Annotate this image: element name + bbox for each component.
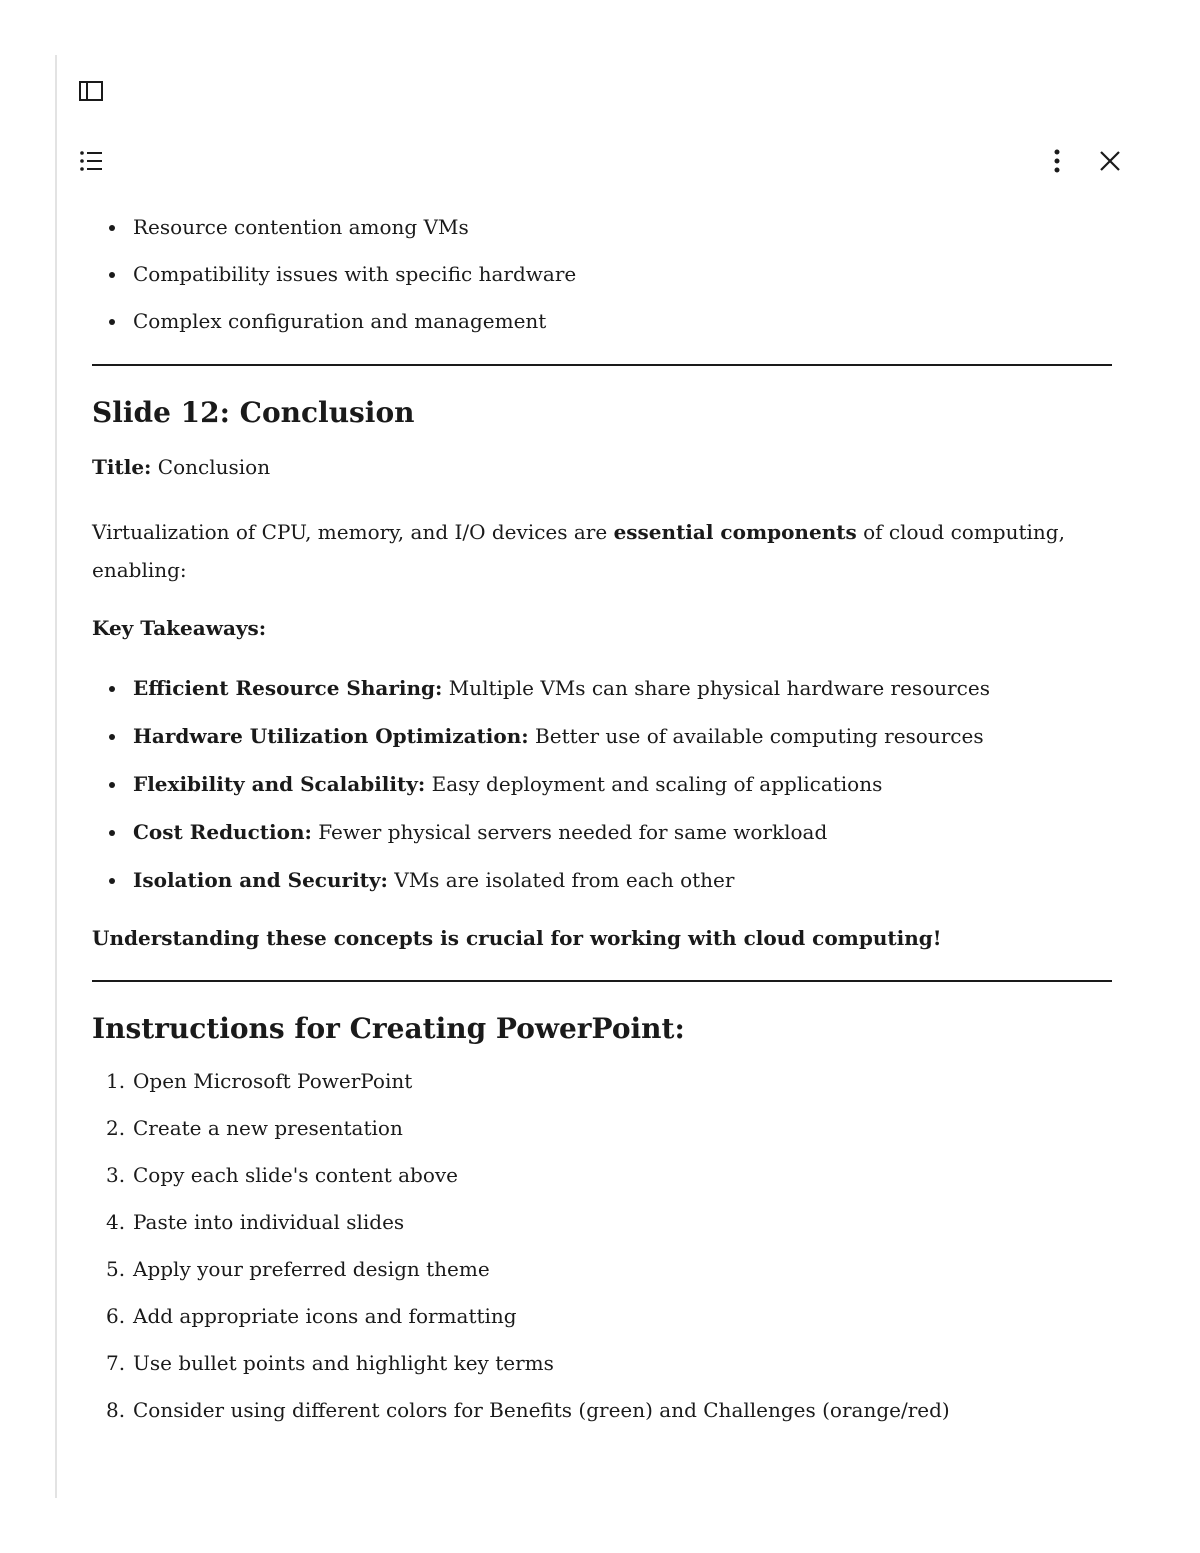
step-number: 2.	[106, 1116, 126, 1140]
list-item	[106, 1348, 1112, 1378]
table-of-contents-button[interactable]	[76, 147, 106, 175]
step-number: 6.	[106, 1304, 126, 1328]
list-item	[133, 673, 1112, 703]
step-text: Add appropriate icons and formatting	[133, 1304, 517, 1328]
list-item	[106, 1395, 1112, 1425]
step-text: Open Microsoft PowerPoint	[133, 1069, 413, 1093]
list-item	[133, 865, 1112, 895]
close-icon	[1098, 149, 1122, 173]
title-label: Title:	[92, 455, 152, 479]
paragraph-emphasis: essential components	[613, 520, 857, 544]
title-value: Conclusion	[151, 455, 271, 479]
takeaway-term: Efficient Resource Sharing:	[133, 676, 443, 700]
step-text: Paste into individual slides	[133, 1210, 405, 1234]
list-item: Resource contention among VMs	[133, 212, 1112, 242]
instructions-heading: Instructions for Creating PowerPoint:	[92, 1012, 685, 1045]
takeaway-desc: Fewer physical servers needed for same workload	[311, 820, 828, 844]
more-options-button[interactable]	[1043, 147, 1071, 175]
list-item	[106, 1207, 1112, 1237]
takeaway-term: Isolation and Security:	[133, 868, 388, 892]
takeaway-term: Flexibility and Scalability:	[133, 772, 426, 796]
close-button[interactable]	[1095, 147, 1125, 175]
takeaway-desc: Easy deployment and scaling of applications	[425, 772, 883, 796]
slide-title-line	[92, 452, 1112, 482]
step-text: Apply your preferred design theme	[133, 1257, 490, 1281]
paragraph-text: of cloud computing, enabling:	[92, 520, 1065, 582]
document-content	[92, 200, 1112, 1425]
list-item	[106, 1066, 1112, 1096]
step-number: 1.	[106, 1069, 126, 1093]
step-text: Consider using different colors for Benefits (green) and Challenges (orange/red)	[133, 1398, 950, 1422]
key-takeaways-label: Key Takeaways:	[92, 616, 267, 640]
step-number: 5.	[106, 1257, 126, 1281]
list-item	[106, 1254, 1112, 1284]
list-item	[106, 1113, 1112, 1143]
takeaway-desc: Multiple VMs can share physical hardware resources	[442, 676, 990, 700]
paragraph-text: Virtualization of CPU, memory, and I/O devices are	[92, 520, 614, 544]
step-text: Use bullet points and highlight key terms	[133, 1351, 554, 1375]
conclusion-paragraph	[92, 513, 1112, 589]
list-item: Compatibility issues with specific hardware	[133, 259, 1112, 289]
step-number: 8.	[106, 1398, 126, 1422]
section-divider	[92, 364, 1112, 366]
key-takeaways-list	[92, 673, 1112, 895]
step-text: Create a new presentation	[133, 1116, 403, 1140]
step-number: 7.	[106, 1351, 126, 1375]
closing-statement: Understanding these concepts is crucial for working with cloud computing!	[92, 926, 942, 950]
takeaway-term: Hardware Utilization Optimization:	[133, 724, 529, 748]
step-text: Copy each slide's content above	[133, 1163, 458, 1187]
takeaway-desc: Better use of available computing resources	[528, 724, 984, 748]
step-number: 3.	[106, 1163, 126, 1187]
instructions-list	[92, 1066, 1112, 1425]
takeaway-desc: VMs are isolated from each other	[387, 868, 735, 892]
list-item	[106, 1301, 1112, 1331]
step-number: 4.	[106, 1210, 126, 1234]
list-item	[133, 817, 1112, 847]
list-item	[106, 1160, 1112, 1190]
takeaway-term: Cost Reduction:	[133, 820, 312, 844]
section-divider	[92, 980, 1112, 982]
sidebar-panel-icon	[78, 80, 104, 102]
slide-12-heading: Slide 12: Conclusion	[92, 396, 415, 429]
list-item: Complex configuration and management	[133, 306, 1112, 336]
list-item	[133, 769, 1112, 799]
list-item	[133, 721, 1112, 751]
panel-left-border	[55, 55, 57, 1498]
list-icon	[78, 149, 104, 173]
sidebar-toggle-button[interactable]	[76, 77, 106, 105]
challenges-list	[92, 212, 1112, 336]
vertical-dots-icon	[1052, 148, 1062, 174]
